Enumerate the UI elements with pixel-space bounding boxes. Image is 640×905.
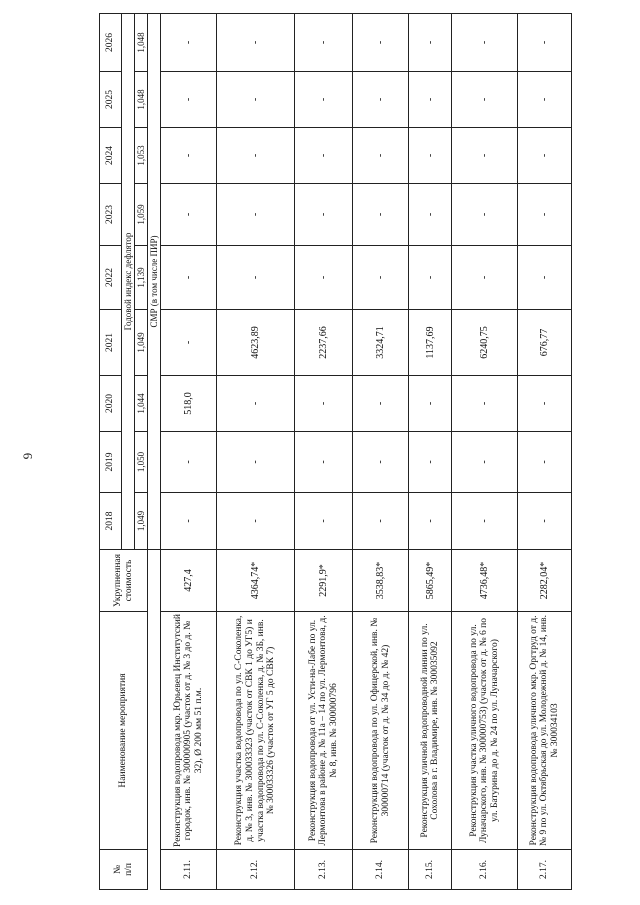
row-year-value: - — [295, 184, 353, 246]
row-number: 2.13. — [295, 850, 353, 890]
row-year-value: - — [353, 493, 409, 550]
row-year-value: - — [217, 376, 295, 432]
header-year: 2026 — [100, 14, 122, 72]
deflator-label: Годовой индекс дефлятор — [122, 14, 135, 550]
header-year: 2018 — [100, 493, 122, 550]
row-year-value: 1137,69 — [409, 310, 452, 376]
row-name: Реконструкция водопровода от ул. Усти-на-Лабе по ул. Лермонтова в районе д. № 11а – 14 по ул. Лермонтова, д. № 8, инв. № 300000796 — [295, 612, 353, 850]
row-name: Реконструкция водопровода уличного мкр. Оргтруд от д. № 9 по ул. Октябрьская до ул. Молодежной д. № 14, инв. № 300034103 — [518, 612, 572, 850]
deflator-value: 1,048 — [135, 14, 148, 72]
row-name: Реконструкция водопровода мкр. Юрьевец Институтский городок, инв. № 300000905 (участок от д. № 3 до д. № 32), Ø 200 мм 51 п.м. — [161, 612, 217, 850]
table-row — [295, 14, 353, 890]
row-year-value: - — [295, 432, 353, 493]
deflator-value: 1,053 — [135, 128, 148, 184]
row-year-value: - — [518, 246, 572, 310]
row-name: Реконструкция уличной водопроводной линии по ул. Сохолова в г. Владимире, инв. № 300035092 — [409, 612, 452, 850]
header-year: 2025 — [100, 72, 122, 128]
deflator-value: 1,049 — [135, 493, 148, 550]
row-year-value: - — [161, 128, 217, 184]
row-year-value: - — [217, 184, 295, 246]
row-year-value: - — [452, 376, 518, 432]
row-year-value: - — [295, 72, 353, 128]
table-row — [452, 14, 518, 890]
row-year-value: - — [452, 184, 518, 246]
row-cost: 5865,49* — [409, 550, 452, 612]
deflator-value: 1,139 — [135, 246, 148, 310]
row-year-value: - — [452, 432, 518, 493]
row-number: 2.15. — [409, 850, 452, 890]
row-year-value: - — [353, 14, 409, 72]
row-number: 2.14. — [353, 850, 409, 890]
table-row — [353, 14, 409, 890]
header-year: 2022 — [100, 246, 122, 310]
row-year-value: - — [452, 128, 518, 184]
row-year-value: - — [353, 376, 409, 432]
row-year-value: - — [518, 376, 572, 432]
row-year-value: 4623,89 — [217, 310, 295, 376]
row-year-value: - — [409, 72, 452, 128]
header-year: 2021 — [100, 310, 122, 376]
page-number: 6 — [20, 452, 36, 460]
row-year-value: - — [161, 432, 217, 493]
row-year-value: - — [353, 184, 409, 246]
row-cost: 427,4 — [161, 550, 217, 612]
document-table — [99, 14, 561, 890]
row-year-value: - — [518, 14, 572, 72]
row-year-value: - — [161, 493, 217, 550]
deflator-value: 1,048 — [135, 72, 148, 128]
row-year-value: - — [452, 493, 518, 550]
row-year-value: - — [161, 184, 217, 246]
row-year-value: - — [217, 246, 295, 310]
table-row — [217, 14, 295, 890]
header-year: 2020 — [100, 376, 122, 432]
row-year-value: - — [518, 184, 572, 246]
deflator-value: 1,059 — [135, 184, 148, 246]
row-year-value: - — [409, 432, 452, 493]
row-number: 2.12. — [217, 850, 295, 890]
row-name: Реконструкция участка водопровода по ул. С-Соколенка, д. № 3, инв. № 300033323 (участок от СВК 1 до УГ5) и участка водопровода по ул. С-Соколенка, д. № 3Б, инв. № 300033326 (участок от УГ 5 до СВК 7) — [217, 612, 295, 850]
header-year: 2024 — [100, 128, 122, 184]
row-year-value: - — [217, 128, 295, 184]
row-year-value: - — [295, 376, 353, 432]
smr-spacer — [148, 550, 161, 890]
row-year-value: - — [409, 184, 452, 246]
plan-table — [99, 13, 572, 890]
header-cost: Укрупненная стоимость — [100, 550, 148, 612]
row-year-value: - — [295, 128, 353, 184]
header-year: 2019 — [100, 432, 122, 493]
row-year-value: - — [409, 376, 452, 432]
row-year-value: 3324,71 — [353, 310, 409, 376]
row-year-value: - — [217, 493, 295, 550]
row-year-value: 676,77 — [518, 310, 572, 376]
row-cost: 2291,9* — [295, 550, 353, 612]
row-year-value: - — [295, 493, 353, 550]
row-year-value: - — [518, 432, 572, 493]
row-year-value: - — [161, 72, 217, 128]
row-year-value: - — [353, 128, 409, 184]
row-year-value: - — [409, 493, 452, 550]
deflator-value: 1,049 — [135, 310, 148, 376]
row-cost: 4736,48* — [452, 550, 518, 612]
smr-label: СМР (в том числе ПИР) — [148, 14, 161, 550]
row-year-value: - — [217, 72, 295, 128]
row-year-value: 6240,75 — [452, 310, 518, 376]
table-row — [161, 14, 217, 890]
row-number: 2.16. — [452, 850, 518, 890]
row-year-value: - — [452, 246, 518, 310]
row-year-value: - — [353, 72, 409, 128]
row-cost: 2282,04* — [518, 550, 572, 612]
row-cost: 3538,83* — [353, 550, 409, 612]
row-year-value: - — [409, 128, 452, 184]
row-year-value: - — [409, 14, 452, 72]
header-year: 2023 — [100, 184, 122, 246]
row-year-value: - — [161, 14, 217, 72]
row-year-value: - — [217, 14, 295, 72]
row-year-value: - — [353, 246, 409, 310]
row-year-value: - — [161, 310, 217, 376]
row-year-value: - — [452, 14, 518, 72]
row-name: Реконструкция водопровода по ул. Офицерской, инв. № 300000714 (участок от д. № 34 до д. № 42) — [353, 612, 409, 850]
row-number: 2.17. — [518, 850, 572, 890]
row-year-value: - — [452, 72, 518, 128]
row-year-value: 518,0 — [161, 376, 217, 432]
row-year-value: - — [353, 432, 409, 493]
header-num: № п/п — [100, 850, 148, 890]
header-name: Наименование мероприятия — [100, 612, 148, 850]
row-year-value: - — [217, 432, 295, 493]
table-row — [518, 14, 572, 890]
row-year-value: - — [295, 14, 353, 72]
deflator-value: 1,044 — [135, 376, 148, 432]
row-cost: 4364,74* — [217, 550, 295, 612]
row-year-value: - — [518, 72, 572, 128]
row-number: 2.11. — [161, 850, 217, 890]
row-year-value: - — [161, 246, 217, 310]
row-year-value: - — [409, 246, 452, 310]
row-year-value: - — [518, 128, 572, 184]
row-year-value: - — [518, 493, 572, 550]
row-year-value: 2237,66 — [295, 310, 353, 376]
row-name: Реконструкция участка уличного водопровода по ул. Луначарского, инв. № 300000753) (участок от д. № 6 по ул. Батурина до д. № 24 по ул. Луначарского) — [452, 612, 518, 850]
deflator-value: 1,050 — [135, 432, 148, 493]
row-year-value: - — [295, 246, 353, 310]
table-row — [409, 14, 452, 890]
